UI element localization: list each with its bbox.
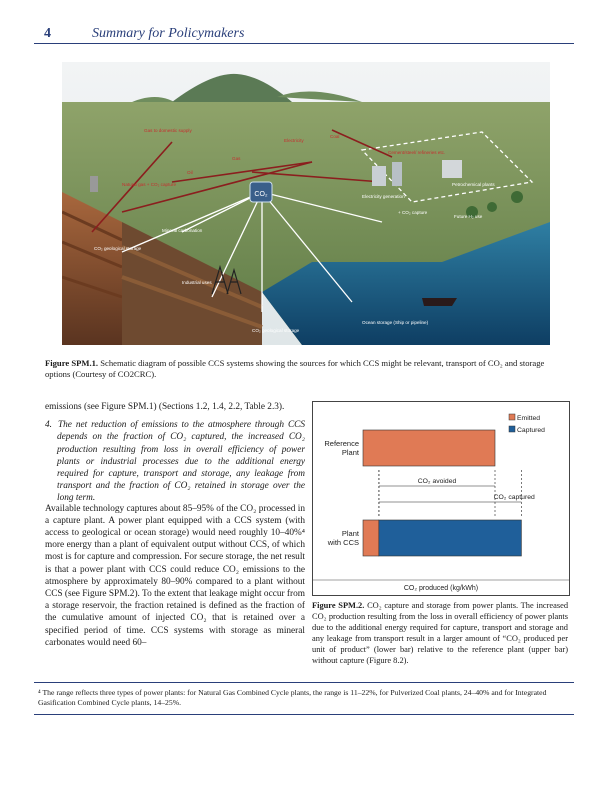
hub-co2-label: CO₂ [254,191,268,198]
figure2-caption-text: CO₂ capture and storage from power plants. The increased CO₂ production resulting from the loss in overall efficiency of power plants due to the additional energy required for capture, transport and storage and any leakage from transport result in a larger amount of “CO₂ produced per unit of product” (lower bar) relative to the reference plant (upper bar) without capture (Figure 8.2). [312,601,569,665]
label-oil: Oil [187,170,193,175]
x-axis-label: CO₂ produced (kg/kWh) [403,585,479,592]
label-cement: Cement/steel/ refineries etc. [388,150,446,155]
label-ocean-storage: Ocean storage (Ship or pipeline) [362,320,429,325]
footnote: ⁴ The range reflects three types of power plants: for Natural Gas Combined Cycle plants, the range is 11–22%, for Pulverized Coal plants, 24–40% and for Integrated Gasification Combined Cycle plants, 14–25%. [38,688,547,708]
figure2-caption-label: Figure SPM.2. [312,601,365,610]
legend-label-captured: Captured [517,427,545,434]
figure1-caption-label: Figure SPM.1. [45,358,99,368]
header-rule [34,43,574,44]
page-number: 4 [44,26,51,41]
body-paragraph-1: emissions (see Figure SPM.1) (Sections 1.2, 1.4, 2.2, Table 2.3). [45,402,285,412]
running-title: Summary for Policymakers [92,26,245,41]
category-label-1-line2: with CCS [327,538,359,547]
body-column-left [45,401,305,655]
figure1-caption-text: Schematic diagram of possible CCS systems showing the sources for which CCS might be relevant, transport of CO₂ and storage options (Courtesy of CO2CRC). [45,358,545,379]
label-petrochemical: Petrochemical plants [452,182,495,187]
figure2-chart-frame [312,401,570,596]
label-industrial-uses: Industrial uses [182,280,212,285]
label-mineral-carbonation: Mineral carbonation [162,228,203,233]
label-future-h2: Future H₂ use [454,214,483,219]
annotation-captured: CO₂ captured [493,494,535,501]
label-gas: Gas [232,156,241,161]
category-label-1: Plant [341,529,359,538]
body-paragraph-2: Available technology captures about 85–95% of the CO₂ processed in a capture plant. A power plant equipped with a CCS system (with access to geological or ocean storage) would need roughly 10–40%⁴ more energy than a plant of equivalent output without CCS, of which most is for capture and compression. For secure storage, the net result is that a power plant with CCS could reduce CO₂ emissions to the atmosphere by approximately 80–90% compared to a plant without CCS (see Figure SPM.2). To the extent that leakage might occur from a storage reservoir, the fraction retained is defined as the fraction of the cumulative amount of injected CO₂ that is retained over a specified period of time. CCS systems with storage as mineral carbonates would need 60– [45,503,305,648]
bar-emitted-1 [363,520,379,556]
numbered-item-4 [45,419,305,504]
label-co2-capture: + CO₂ capture [398,210,428,215]
co2-bar-chart [313,402,569,595]
page-header [34,26,574,44]
bar-captured-1 [379,520,522,556]
footnote-rule-bottom [34,714,574,715]
label-natural-gas: Natural gas + CO₂ capture [122,182,176,187]
label-geological-storage-bottom: CO₂ geological storage [252,328,300,333]
legend-label-emitted: Emitted [517,415,541,422]
item-number: 4. [45,420,52,431]
label-electricity: Electricity [284,138,304,143]
item-text: The net reduction of emissions to the atmosphere through CCS depends on the fraction of CO₂ captured, the increased CO₂ production resulting from loss in overall efficiency of power plants or industrial processes due to the additional energy required for capture, transport and storage, any leakage from transport and the fraction of CO₂ retained in storage over the long term. [57,420,305,504]
label-gas-domestic: Gas to domestic supply [144,128,192,133]
bar-emitted-0 [363,430,495,466]
footnote-rule-top [34,682,574,683]
legend-swatch-emitted [509,414,515,420]
figure1-caption [45,358,567,380]
annotation-avoided: CO₂ avoided [417,478,457,485]
category-label-0: Reference [324,439,359,448]
ccs-schematic-figure [62,62,550,345]
label-electricity-generation: Electricity generation [362,194,405,199]
label-geological-storage-left: CO₂ geological storage [94,246,142,251]
figure2-caption [312,601,568,666]
category-label-0-line2: Plant [341,448,359,457]
label-coal: Coal [330,134,340,139]
legend-swatch-captured [509,426,515,432]
